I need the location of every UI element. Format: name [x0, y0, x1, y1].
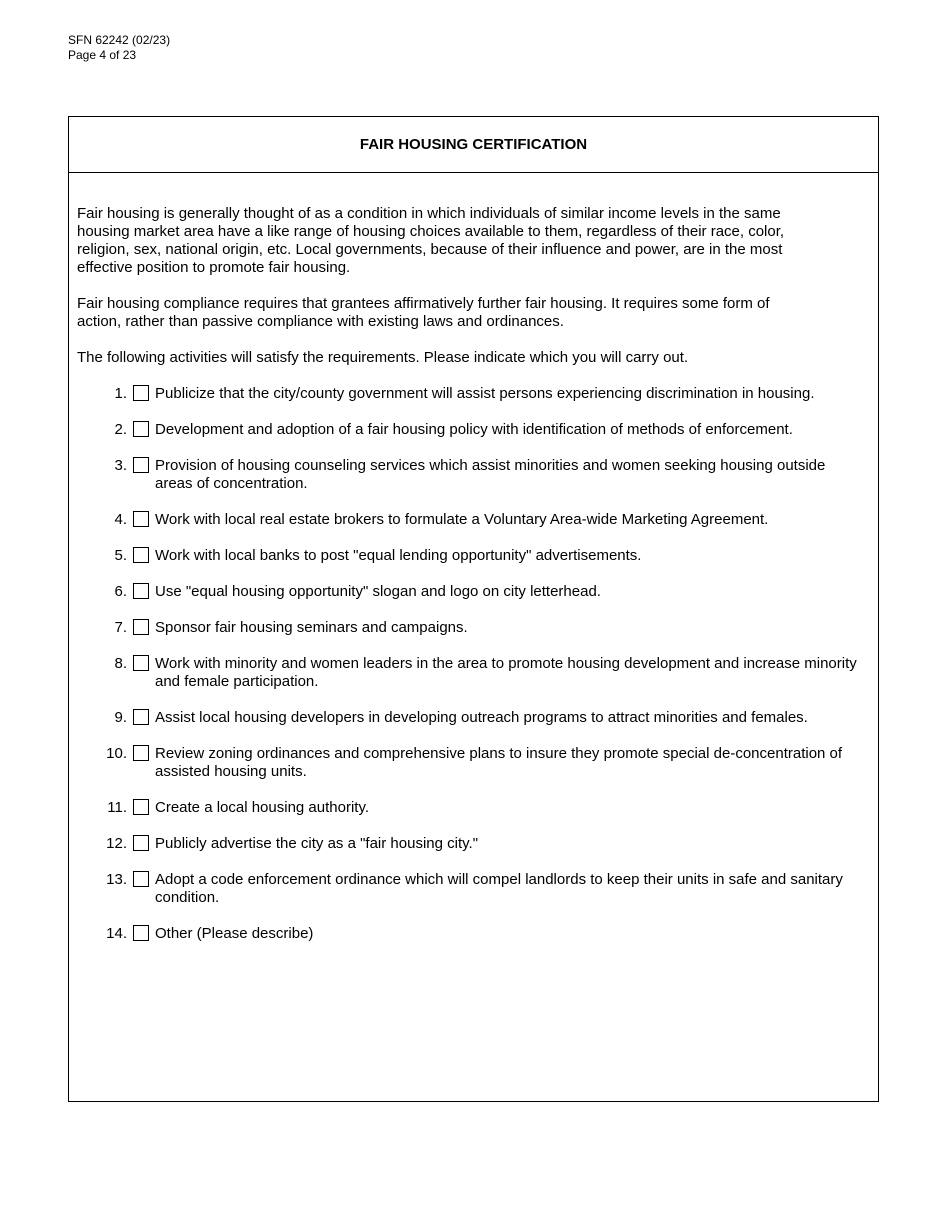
item-number: 13.	[106, 871, 127, 888]
item-text: Assist local housing developers in developing outreach programs to attract minorities and females.	[155, 709, 808, 726]
activity-checkbox-8[interactable]	[133, 655, 149, 671]
item-text: Publicize that the city/county government will assist persons experiencing discrimination in housing.	[155, 385, 815, 402]
activity-checkbox-4[interactable]	[133, 511, 149, 527]
activity-checkbox-11[interactable]	[133, 799, 149, 815]
activity-checkbox-12[interactable]	[133, 835, 149, 851]
list-item	[77, 619, 866, 637]
item-number: 8.	[114, 655, 127, 672]
item-number: 2.	[114, 421, 127, 438]
item-number: 11.	[107, 799, 127, 816]
form-header	[68, 33, 170, 63]
activity-checkbox-9[interactable]	[133, 709, 149, 725]
item-text: Review zoning ordinances and comprehensive plans to insure they promote special de-concentration of assisted housing units.	[155, 745, 843, 780]
list-item	[77, 547, 866, 565]
activity-checkbox-13[interactable]	[133, 871, 149, 887]
item-text: Work with minority and women leaders in the area to promote housing development and increase minority and female participation.	[155, 655, 857, 690]
item-text: Create a local housing authority.	[155, 799, 370, 816]
activity-checkbox-3[interactable]	[133, 457, 149, 473]
compliance-paragraph: Fair housing compliance requires that grantees affirmatively further fair housing. It requires some form of action, rather than passive compliance with existing laws and ordinances.	[77, 295, 770, 330]
list-item	[77, 655, 866, 691]
item-text: Publicly advertise the city as a "fair housing city."	[155, 835, 479, 852]
form-title: FAIR HOUSING CERTIFICATION	[359, 136, 588, 153]
activity-checkbox-1[interactable]	[133, 385, 149, 401]
item-text: Provision of housing counseling services which assist minorities and women seeking housing outside areas of concentration.	[155, 457, 826, 492]
list-item	[77, 799, 866, 817]
item-number: 3.	[114, 457, 127, 474]
page-label: Page 4 of 23	[68, 48, 137, 62]
intro-paragraph: Fair housing is generally thought of as a condition in which individuals of similar income levels in the same housing market area have a like range of housing choices available to them, regardless of their race, color, religion, sex, national origin, etc. Local governments, because of their influence and power, are in the most effective position to promote fair housing.	[77, 205, 785, 276]
form-number: SFN 62242 (02/23)	[68, 33, 171, 47]
item-number: 7.	[114, 619, 127, 636]
activity-checkbox-14[interactable]	[133, 925, 149, 941]
fair-housing-form	[68, 116, 879, 1102]
item-text: Work with local real estate brokers to formulate a Voluntary Area-wide Marketing Agreement.	[155, 511, 769, 528]
form-title-bar	[69, 117, 878, 173]
list-item	[77, 871, 866, 907]
list-item	[77, 709, 866, 727]
list-item	[77, 745, 866, 781]
item-text: Sponsor fair housing seminars and campaigns.	[155, 619, 468, 636]
item-number: 4.	[114, 511, 127, 528]
instruction-paragraph: The following activities will satisfy the requirements. Please indicate which you will carry out.	[77, 349, 689, 366]
item-number: 9.	[114, 709, 127, 726]
item-number: 1.	[114, 385, 127, 402]
item-number: 6.	[114, 583, 127, 600]
activity-checkbox-2[interactable]	[133, 421, 149, 437]
item-number: 12.	[106, 835, 127, 852]
item-number: 10.	[106, 745, 127, 762]
list-item	[77, 925, 866, 943]
list-item	[77, 583, 866, 601]
activity-checkbox-7[interactable]	[133, 619, 149, 635]
list-item	[77, 511, 866, 529]
list-item	[77, 385, 866, 403]
item-text: Development and adoption of a fair housing policy with identification of methods of enforcement.	[155, 421, 793, 438]
activity-checkbox-5[interactable]	[133, 547, 149, 563]
item-text: Adopt a code enforcement ordinance which will compel landlords to keep their units in safe and sanitary condition.	[155, 871, 843, 906]
item-text: Work with local banks to post "equal lending opportunity" advertisements.	[155, 547, 642, 564]
list-item	[77, 835, 866, 853]
item-text: Use "equal housing opportunity" slogan and logo on city letterhead.	[155, 583, 601, 600]
form-body	[69, 173, 878, 943]
activity-checkbox-10[interactable]	[133, 745, 149, 761]
item-text: Other (Please describe)	[155, 925, 314, 942]
item-number: 14.	[106, 925, 127, 942]
activity-list	[77, 385, 866, 943]
list-item	[77, 457, 866, 493]
list-item	[77, 421, 866, 439]
item-number: 5.	[114, 547, 127, 564]
activity-checkbox-6[interactable]	[133, 583, 149, 599]
